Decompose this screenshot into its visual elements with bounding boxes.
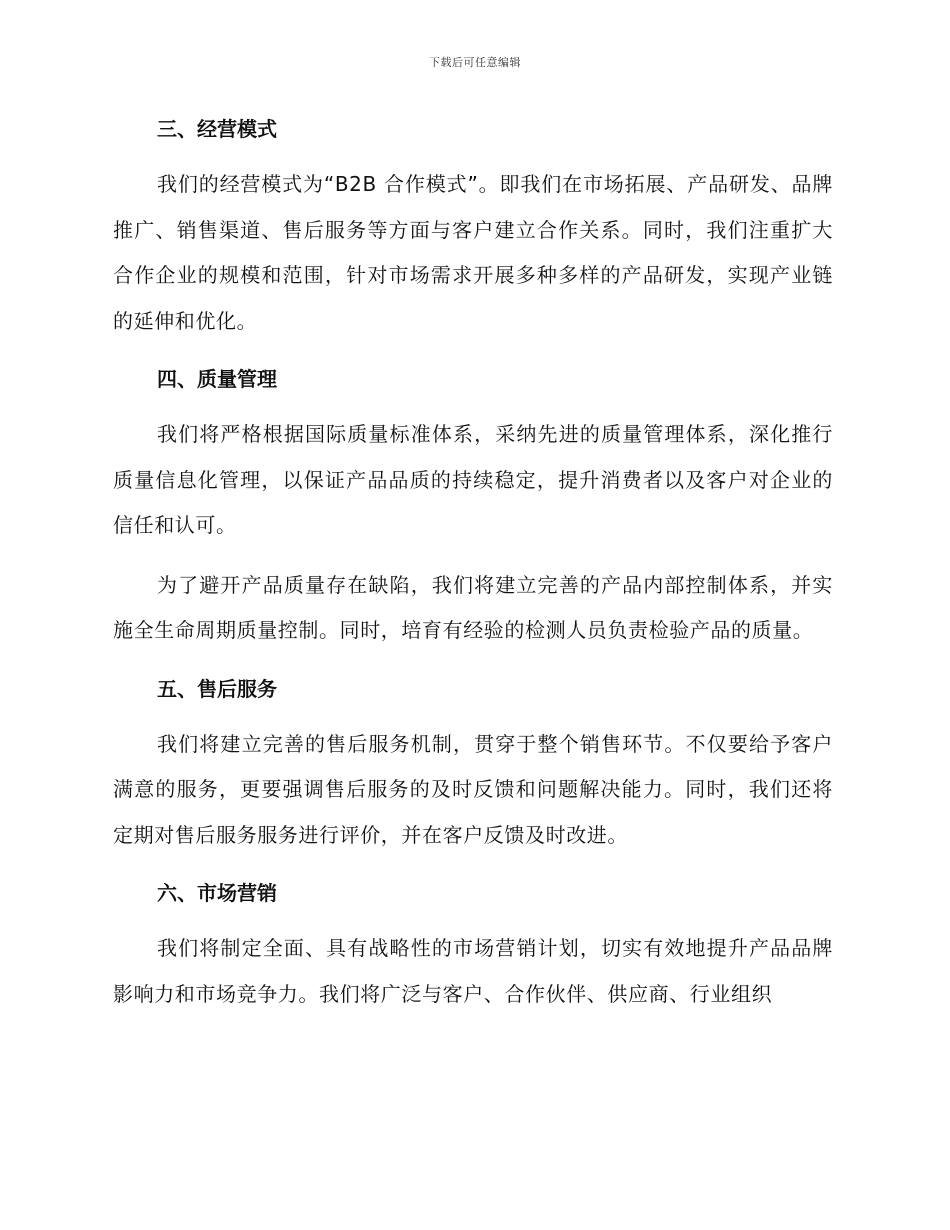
paragraph-quality-management-2: 为了避开产品质量存在缺陷，我们将建立完善的产品内部控制体系，并实施全生命周期质量控制。同时，培育有经验的检测人员负责检验产品的质量。 [113, 572, 833, 642]
section-heading-quality-management: 四、质量管理 [157, 367, 277, 391]
paragraph-after-sales: 我们将建立完善的售后服务机制，贯穿于整个销售环节。不仅要给予客户满意的服务，更要强调售后服务的及时反馈和问题解决能力。同时，我们还将定期对售后服务服务进行评价，并在客户反馈及时改进。 [113, 731, 833, 847]
section-heading-marketing: 六、市场营销 [157, 881, 277, 905]
section-heading-after-sales: 五、售后服务 [157, 676, 277, 701]
paragraph-marketing: 我们将制定全面、具有战略性的市场营销计划，切实有效地提升产品品牌影响力和市场竞争力。我们将广泛与客户、合作伙伴、供应商、行业组织 [113, 936, 833, 1006]
section-heading-business-model: 三、经营模式 [157, 117, 277, 141]
paragraph-business-model: 我们的经营模式为“B2B 合作模式”。即我们在市场拓展、产品研发、品牌推广、销售渠道、售后服务等方面与客户建立合作关系。同时，我们注重扩大合作企业的规模和范围，针对市场需求开展多种多样的产品研发，实现产业链的延伸和优化。 [113, 172, 833, 333]
paragraph-quality-management-1: 我们将严格根据国际质量标准体系，采纳先进的质量管理体系，深化推行质量信息化管理，以保证产品品质的持续稳定，提升消费者以及客户对企业的信任和认可。 [113, 422, 833, 537]
document-body [113, 108, 833, 1017]
header-note: 下载后可任意编辑 [429, 56, 521, 69]
